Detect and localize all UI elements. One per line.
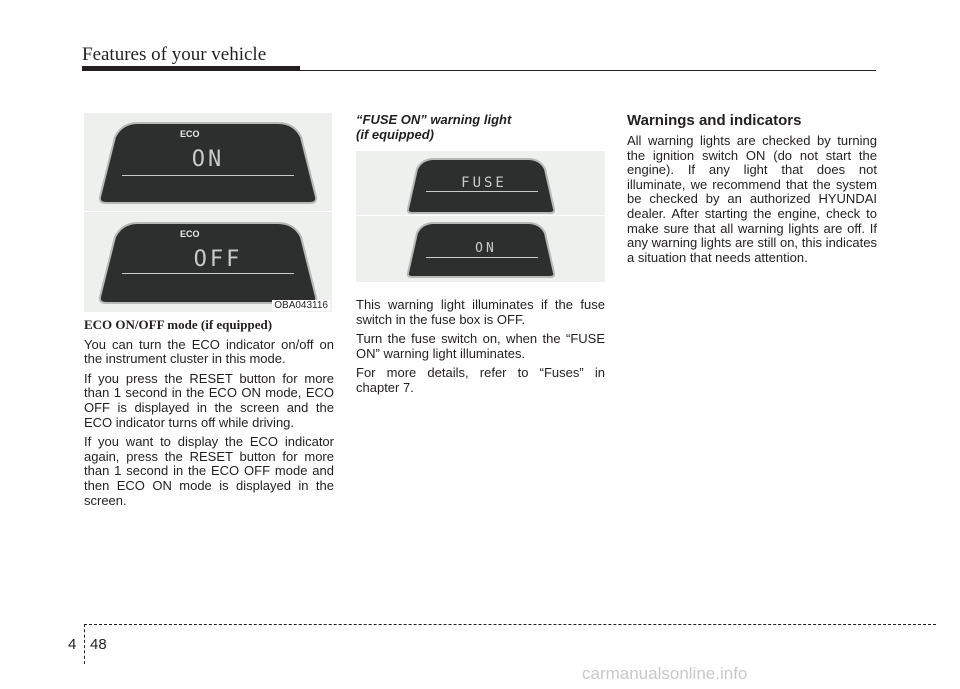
fuse-figure-divider (356, 215, 605, 216)
footer-rule (84, 624, 936, 625)
fuse-on-display-text: ON (475, 241, 497, 256)
fuse-display-text: FUSE (461, 175, 507, 191)
figure-code: OBA043116 (274, 300, 328, 311)
watermark: carmanualsonline.info (582, 664, 748, 683)
eco-figure-divider (84, 211, 332, 212)
fuse-display-line (426, 191, 538, 192)
fuse-on-paragraph: This warning light illuminates if the fuse switch in the fuse box is OFF. (356, 297, 605, 327)
fuse-on-figure (356, 151, 605, 282)
eco-on-label: ECO (180, 129, 200, 139)
eco-mode-figure (84, 113, 332, 312)
fuse-on-heading-line1: “FUSE ON” warning light (356, 112, 512, 127)
eco-off-display-line (122, 273, 294, 274)
warnings-heading: Warnings and indicators (627, 112, 802, 129)
column-warnings (627, 134, 877, 270)
eco-mode-paragraph: You can turn the ECO indicator on/off on the instrument cluster in this mode. (84, 336, 334, 367)
footer-vertical-rule (84, 624, 85, 664)
column-fuse-on (356, 298, 605, 401)
fuse-on-heading (356, 112, 605, 142)
fuse-on-paragraph: Turn the fuse switch on, when the “FUSE ON” warning light illuminates. (356, 331, 605, 361)
fuse-on-paragraph: For more details, refer to “Fuses” in chapter 7. (356, 365, 605, 395)
warnings-paragraph: All warning lights are checked by turning the ignition switch ON (do not start the engine). If any light that does not illuminate, we recommend that the system be checked by an authorized HYUNDAI dealer. After starting the engine, check to make sure that all warning lights are off. If any warning lights are still on, this indicates a situation that needs attention. (627, 133, 877, 265)
eco-on-display-line (122, 175, 294, 176)
eco-off-mode-text: OFF (193, 247, 243, 272)
chapter-number: 4 (68, 636, 77, 653)
page-header-title: Features of your vehicle (82, 44, 267, 65)
eco-mode-heading: ECO ON/OFF mode (if equipped) (84, 317, 273, 332)
eco-off-label: ECO (180, 229, 200, 239)
header-rule-thin (300, 70, 876, 71)
header-rule-thick (82, 66, 300, 71)
fuse-on-heading-line2: (if equipped) (356, 127, 434, 142)
eco-on-mode-text: ON (191, 147, 225, 172)
eco-mode-paragraph: If you want to display the ECO indicator again, press the RESET button for more than 1 second in the ECO OFF mode and then ECO ON mode is displayed in the screen. (84, 434, 334, 508)
fuse-on-display-line (426, 257, 538, 258)
column-eco-mode (84, 318, 334, 513)
page-number: 48 (90, 636, 107, 653)
eco-mode-paragraph: If you press the RESET button for more than 1 second in the ECO ON mode, ECO OFF is displayed in the screen and the ECO indicator turns off while driving. (84, 370, 334, 430)
